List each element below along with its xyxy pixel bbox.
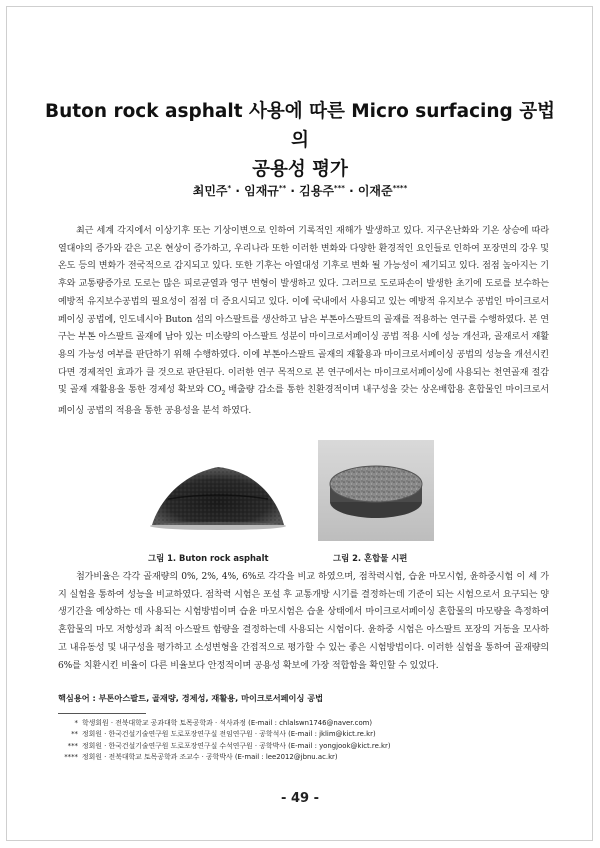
author-name: 김용주 (299, 184, 334, 198)
footnote-mark: **** (64, 752, 78, 761)
footnotes (58, 718, 558, 763)
page-number: - 49 - (281, 791, 319, 806)
author-mark: **** (392, 184, 408, 192)
footnote-mark: ** (71, 730, 78, 739)
paper-title (40, 97, 560, 184)
author-list (40, 182, 560, 199)
footnote-divider (58, 713, 146, 714)
author-separator: · (344, 184, 358, 198)
footnote-text: 학생회원 · 전북대학교 공과대학 토목공학과 · 석사과정 (E-mail : chlalswn1746@naver.com) (82, 719, 373, 727)
footnote-text: 정회원 · 한국건설기술연구원 도로포장연구실 전임연구원 · 공학석사 (E-mail : jklim@kict.re.kr) (82, 730, 376, 739)
footnote (58, 741, 558, 752)
author-mark: ** (278, 184, 287, 192)
body-paragraph: 첨가비율은 각각 골재량의 0%, 2%, 4%, 6%로 각각을 비교 하였으며, 점착력시험, 습윤 마모시험, 윤하중시험 이 세 가지 실험을 통하여 성능을 비교하였다. 점착력 시험은 포설 후 교통개방 시기를 결정하는데 기준이 되는 시험으로서 요구되는 양생기간을 예상하는 데 사용되는 시험방법이며 습윤 마모시험은 습윤 상태에서 마이크로서페이싱 혼합물의 마모량을 측정하여 혼합물의 마모 저항성과 최적 아스팔트 함량을 결정하는데 사용되는 시험이다. 윤하중 시험은 아스팔트 포장의 거동을 모사하고 내유동성 및 내구성을 평가하고 소성변형을 간접적으로 평가할 수 있는 좋은 시험방법이다. 이러한 실험을 통하여 골재량의 6%를 치환시킨 비율이 다른 비율보다 안정적이며 공용성 확보에 가장 적합함을 확인할 수 있었다. (58, 572, 549, 671)
title-line-1: Buton rock asphalt 사용에 따른 Micro surfacing 공법의 (45, 101, 555, 151)
abstract-text: 최근 세계 각지에서 이상기후 또는 기상이변으로 인하여 기록적인 재해가 발생하고 있다. 지구온난화와 기온 상승에 따라 열대야의 증가와 같은 고온 현상이 증가하고, 우리나라 또한 이러한 변화와 다양한 환경적인 요인들로 인하여 포장면의 강우 및 온도 등의 변화가 전국적으로 감지되고 있다. 또한 기후는 아열대성 기후로 변화 될 가능성이 제기되고 있다. 점점 높아지는 기후와 교통량증가로 도로는 많은 피로균열과 영구 변형이 발생하고 있다. 그러므로 도로파손이 발생한 초기에 도로를 보수하는 예방적 유지보수공법의 필요성이 점점 더 증요시되고 있다. 이에 국내에서 사용되고 있는 예방적 유지보수 공법인 마이크로서페이싱 공법에, 인도네시아 Buton 섬의 아스팔트를 생산하고 남은 부톤아스팔트의 골재를 적용하는 연구를 수행하였다. 본 연구는 부톤 아스팔트 골재에 남아 있는 미소량의 아스팔트 성분이 마이크로서페이싱 공법 적용 시에 성능 개선과, 골재로서 재활용의 가능성 여부를 판단하기 위해 수행하였다. 이에 부톤아스팔트 골재의 재활용과 마이크로서페이싱 공법의 성능을 개선시킨다면 경제적인 효과가 클 것으로 판단된다. 이러한 연구 목적으로 본 연구에서는 마이크로서페이싱에 사용되는 천연골재 절감 및 골재 재활용을 통한 경제성 확보와 CO (58, 226, 549, 396)
author-name: 임재규 (244, 184, 279, 198)
abstract-text-end: 배출량 감소를 통한 친환경적이며 내구성을 갖는 상온배합용 혼합물인 마이크로서페이싱 공법의 적용을 통한 공용성을 분석 하였다. (58, 385, 549, 416)
figure-1-caption: 그림 1. Buton rock asphalt (148, 553, 269, 563)
author-separator: · (231, 184, 245, 198)
footnote (58, 729, 558, 740)
co2-subscript: 2 (221, 390, 226, 398)
footnote (58, 718, 558, 729)
author-name: 이재준 (357, 184, 393, 198)
figure-2-caption: 그림 2. 혼합물 시편 (333, 553, 408, 563)
author-mark: *** (333, 184, 345, 192)
footnote (58, 752, 558, 763)
author-mark: * (227, 184, 232, 192)
footnote-text: 정회원 · 한국건설기술연구원 도로포장연구실 수석연구원 · 공학박사 (E-mail : yongjook@kict.re.kr) (82, 741, 391, 750)
buton-rock-asphalt-photo (148, 445, 288, 534)
keywords: 핵심용어 : 부톤아스팔트, 골재량, 경제성, 재활용, 마이크로서페이싱 공법 (58, 693, 324, 703)
mixture-specimen-photo (318, 440, 434, 541)
title-line-2: 공용성 평가 (252, 159, 348, 180)
author-name: 최민주 (192, 184, 228, 198)
author-separator: · (286, 184, 300, 198)
footnote-mark: *** (67, 741, 78, 750)
footnote-text: 정회원 · 전북대학교 토목공학과 조교수 · 공학박사 (E-mail : lee2012@jbnu.ac.kr) (82, 752, 338, 761)
footnote-mark: * (74, 719, 78, 727)
abstract-paragraph (58, 223, 549, 421)
